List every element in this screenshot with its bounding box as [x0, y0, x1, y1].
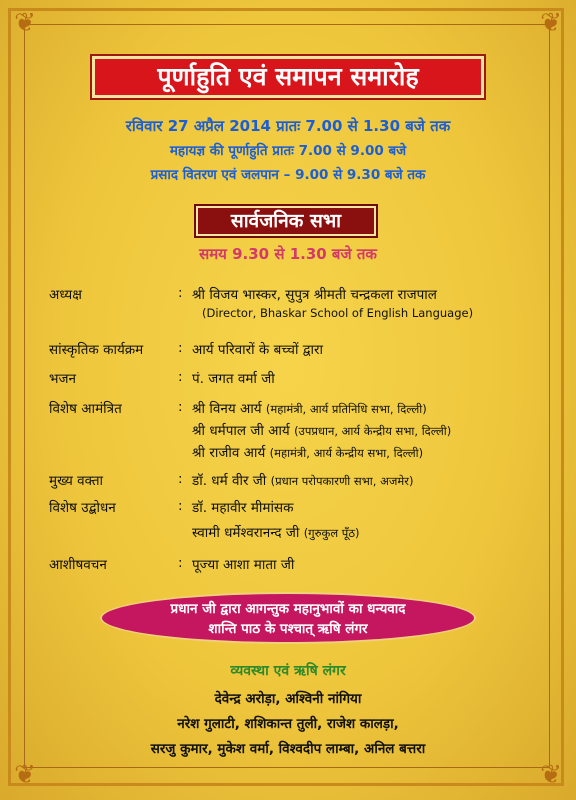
speaker-value [192, 471, 413, 489]
colon: : [178, 369, 183, 385]
corner-ornament-icon: ❦ [540, 8, 562, 38]
colon: : [178, 555, 183, 571]
closing-line-2: शान्ति पाठ के पश्चात् ऋषि लंगर [208, 621, 368, 637]
invited-label: विशेष आमंत्रित [49, 401, 122, 417]
speaker-name: डॉ. धर्म वीर जी [192, 473, 267, 489]
invited-guest-1-note: (महामंत्री, आर्य प्रतिनिधि सभा, दिल्ली) [265, 402, 427, 416]
address-speaker-1: डॉ. महावीर मीमांसक [192, 500, 294, 516]
colon: : [178, 471, 183, 487]
chair-label: अध्यक्ष [49, 287, 82, 303]
section-heading: सार्वजनिक सभा [196, 206, 376, 236]
cultural-value: आर्य परिवारों के बच्चों द्वारा [192, 342, 324, 358]
invited-guest-3-name: श्री राजीव आर्य [192, 445, 266, 461]
bhajan-value: पं. जगत वर्मा जी [192, 371, 275, 387]
arrangement-line-1: देवेन्द्र अरोड़ा, अश्विनी नांगिया [214, 691, 362, 707]
address-speaker-2 [192, 523, 360, 541]
cultural-label: सांस्कृतिक कार्यक्रम [49, 342, 144, 358]
colon: : [178, 285, 183, 301]
invited-guest-1-name: श्री विनय आर्य [192, 401, 262, 417]
meeting-time: समय 9.30 से 1.30 बजे तक [199, 245, 377, 263]
invited-guest-2-note: (उपप्रधान, आर्य केन्द्रीय सभा, दिल्ली) [294, 424, 452, 438]
corner-ornament-icon: ❦ [14, 8, 36, 38]
invited-guest-3-note: (महामंत्री, आर्य केन्द्रीय सभा, दिल्ली) [269, 446, 424, 460]
colon: : [178, 399, 183, 415]
speaker-label: मुख्य वक्ता [49, 473, 104, 489]
address-speaker-2-name: स्वामी धर्मेश्वरानन्द जी [192, 525, 300, 541]
closing-oval [100, 592, 476, 644]
corner-ornament-icon: ❦ [540, 760, 562, 790]
schedule-line-date: रविवार 27 अप्रैल 2014 प्रातः 7.00 से 1.30 बजे तक [125, 117, 451, 135]
arrangement-line-2: नरेश गुलाटी, शशिकान्त तुली, राजेश कालड़ा, [177, 716, 399, 732]
closing-line-1: प्रधान जी द्वारा आगन्तुक महानुभावों का धन्यवाद [170, 601, 406, 617]
chair-value: श्री विजय भास्कर, सुपुत्र श्रीमती चन्द्रकला राजपाल [192, 287, 437, 303]
arrangement-heading: व्यवस्था एवं ऋषि लंगर [230, 663, 346, 679]
page-title: पूर्णाहुति एवं समापन समारोह [92, 56, 484, 98]
blessing-label: आशीषवचन [49, 557, 107, 573]
invited-guest-2 [192, 421, 451, 439]
colon: : [178, 498, 183, 514]
corner-ornament-icon: ❦ [14, 760, 36, 790]
invited-guest-2-name: श्री धर्मपाल जी आर्य [192, 423, 290, 439]
invited-guest-3 [192, 443, 423, 461]
bhajan-label: भजन [49, 371, 76, 387]
arrangement-line-3: सरजु कुमार, मुकेश वर्मा, विश्वदीप लाम्बा, अनिल बत्तरा [150, 741, 426, 757]
schedule-line-yajna: महायज्ञ की पूर्णाहुति प्रातः 7.00 से 9.00 बजे [169, 143, 407, 159]
schedule-line-prasad: प्रसाद वितरण एवं जलपान – 9.00 से 9.30 बजे तक [150, 167, 426, 183]
speaker-note: (प्रधान परोपकारणी सभा, अजमेर) [270, 474, 414, 488]
chair-note: (Director, Bhaskar School of English Language) [202, 306, 474, 320]
colon: : [178, 340, 183, 356]
address-speaker-2-note: (गुरुकुल पूँठ) [303, 526, 360, 540]
blessing-value: पूज्या आशा माता जी [192, 557, 295, 573]
address-label: विशेष उद्बोधन [49, 500, 116, 516]
invited-guest-1 [192, 399, 427, 417]
